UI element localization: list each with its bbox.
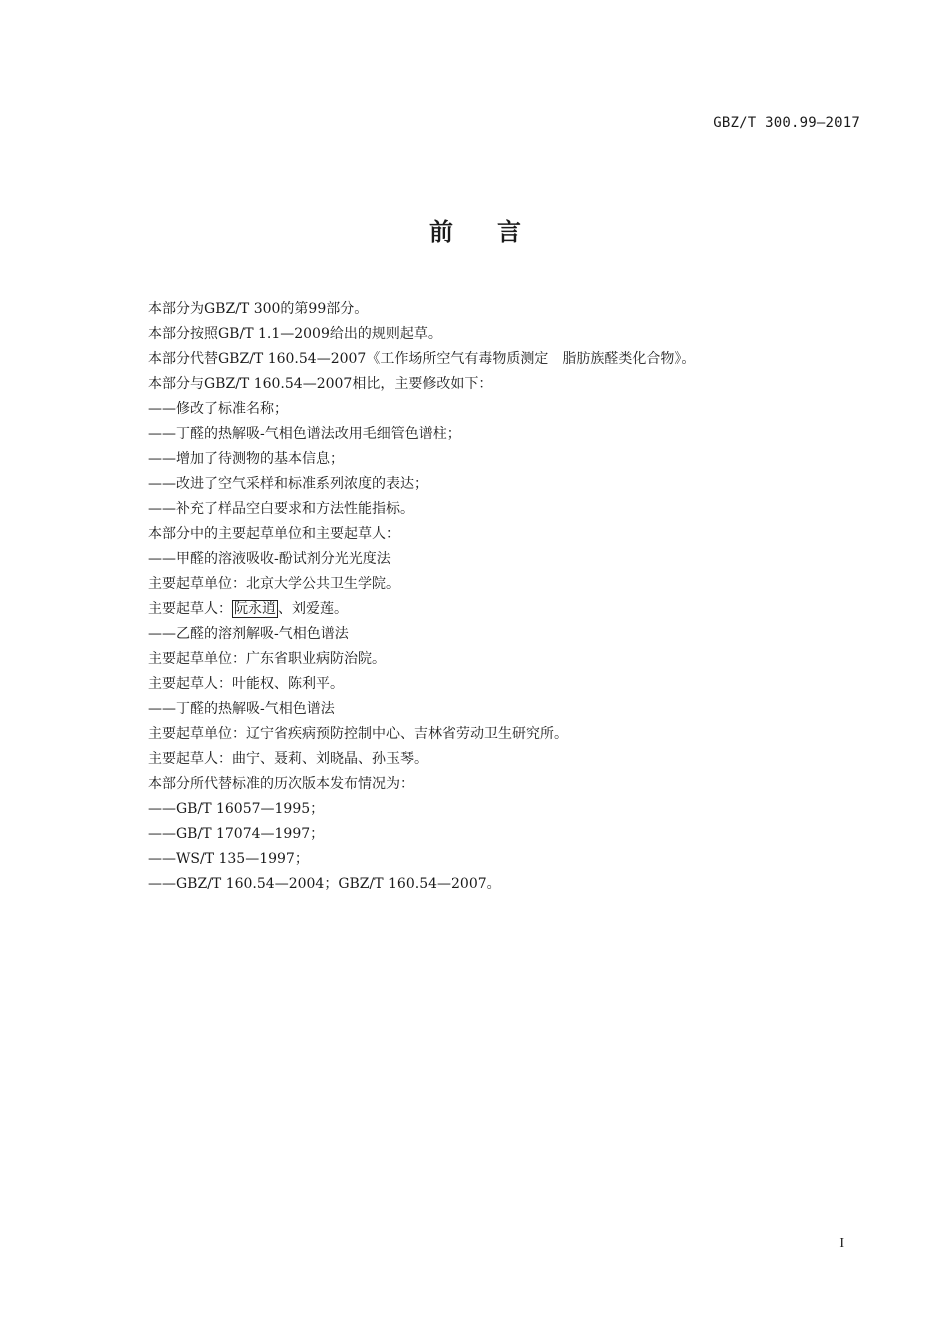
- change-item: ——增加了待测物的基本信息；: [148, 451, 344, 467]
- method-heading: ——丁醛的热解吸-气相色谱法: [148, 701, 335, 717]
- method-heading: ——乙醛的溶剂解吸-气相色谱法: [148, 626, 349, 642]
- text-line: 本部分按照GB/T 1.1—2009给出的规则起草。: [148, 326, 442, 342]
- drafting-unit: 主要起草单位：辽宁省疾病预防控制中心、吉林省劳动卫生研究所。: [148, 726, 568, 742]
- text-line: 本部分为GBZ/T 300的第99部分。: [148, 301, 369, 317]
- drafters-rest: 、刘爱莲。: [278, 601, 348, 617]
- page-number: I: [839, 1236, 844, 1251]
- text-line: 本部分中的主要起草单位和主要起草人：: [148, 526, 400, 542]
- drafters-line: 主要起草人：曲宁、聂莉、刘晓晶、孙玉琴。: [148, 751, 428, 767]
- history-item: ——GB/T 17074—1997；: [148, 826, 325, 842]
- history-item: ——GBZ/T 160.54—2004；GBZ/T 160.54—2007。: [148, 876, 501, 892]
- change-item: ——补充了样品空白要求和方法性能指标。: [148, 501, 414, 517]
- change-item: ——改进了空气采样和标准系列浓度的表达；: [148, 476, 428, 492]
- change-item: ——修改了标准名称；: [148, 401, 288, 417]
- text-line: 本部分所代替标准的历次版本发布情况为：: [148, 776, 414, 792]
- page-title: 前言: [429, 218, 565, 246]
- drafting-unit: 主要起草单位：北京大学公共卫生学院。: [148, 576, 400, 592]
- preface-body: [148, 297, 868, 897]
- document-code: GBZ/T 300.99—2017: [713, 115, 860, 131]
- text-line: 本部分与GBZ/T 160.54—2007相比，主要修改如下：: [148, 376, 493, 392]
- drafters-label: 主要起草人：: [148, 601, 232, 617]
- history-item: ——WS/T 135—1997；: [148, 851, 309, 867]
- history-item: ——GB/T 16057—1995；: [148, 801, 325, 817]
- drafters-line: [148, 597, 868, 622]
- text-line: 本部分代替GBZ/T 160.54—2007《工作场所空气有毒物质测定 脂肪族醛类化合物》。: [148, 351, 696, 367]
- drafters-line: 主要起草人：叶能权、陈利平。: [148, 676, 344, 692]
- highlighted-name: 阮永逍: [234, 601, 276, 617]
- change-item: ——丁醛的热解吸-气相色谱法改用毛细管色谱柱；: [148, 426, 461, 442]
- drafting-unit: 主要起草单位：广东省职业病防治院。: [148, 651, 386, 667]
- method-heading: ——甲醛的溶液吸收-酚试剂分光光度法: [148, 551, 391, 567]
